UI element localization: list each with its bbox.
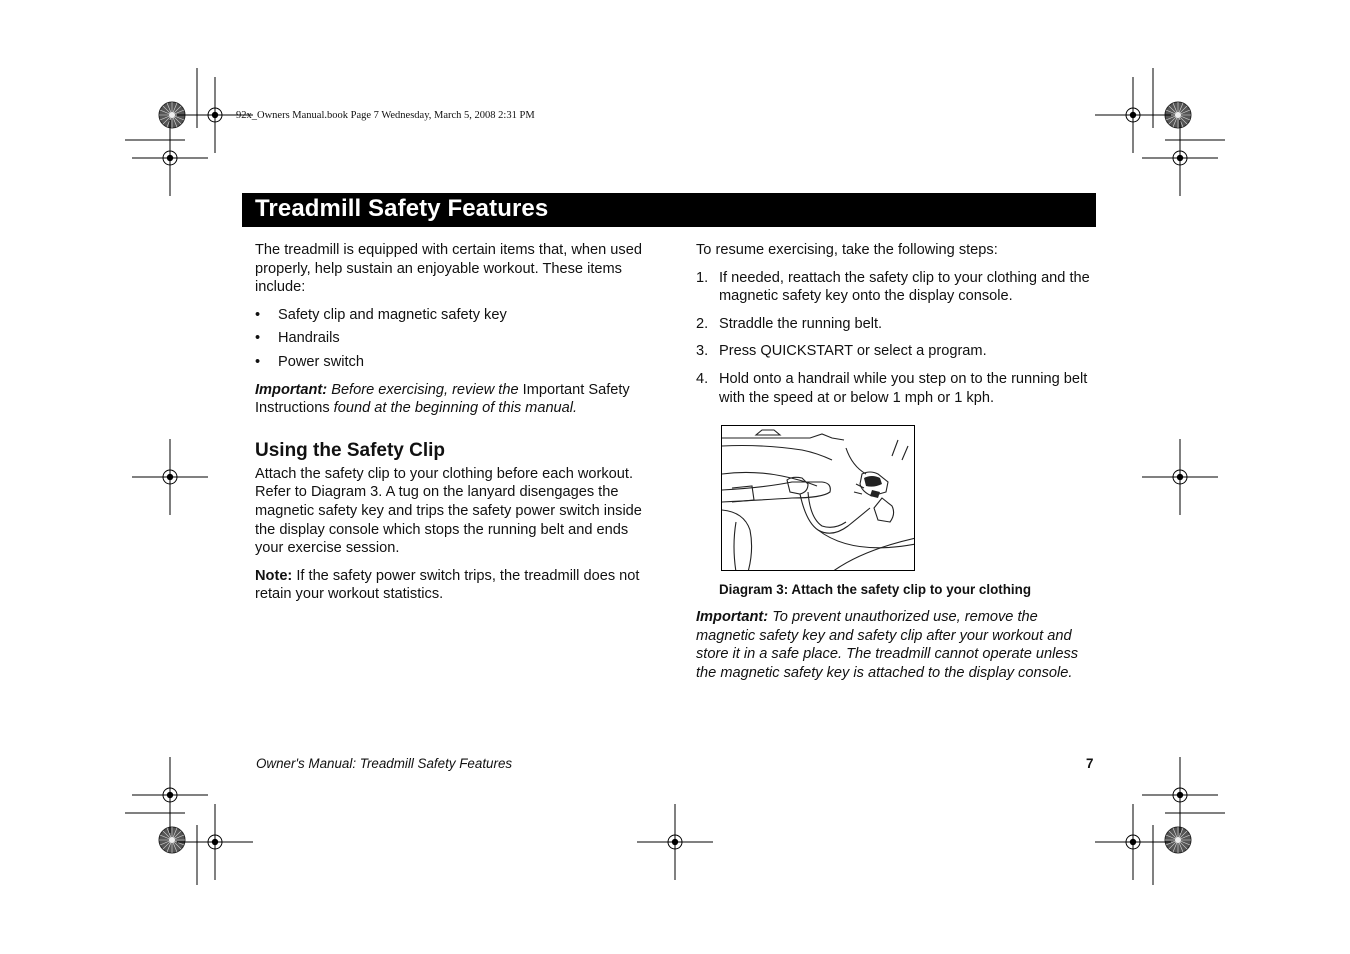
step-text: Press QUICKSTART or select a program.: [719, 343, 987, 360]
step-number: 3.: [696, 343, 709, 360]
important-text-c: found at the beginning of this manual.: [329, 400, 578, 417]
bullet-marker: •: [255, 330, 261, 347]
list-item: [255, 306, 655, 325]
features-list: [255, 306, 655, 372]
title-bar: [242, 193, 1096, 227]
safety-clip-paragraph: Attach the safety clip to your clothing before each workout. Refer to Diagram 3. A tug on the lanyard disengages the magnetic safety key and trips the safety power switch inside the display console which stops the running belt and ends your exercise session.: [255, 465, 642, 557]
list-item-text: Power switch: [278, 353, 364, 370]
step-number: 4.: [696, 370, 709, 387]
step-item: [696, 370, 1096, 407]
step-item: [696, 315, 1096, 334]
list-item: [255, 353, 655, 372]
important-label: Important:: [696, 609, 769, 625]
footer-title: Owner's Manual: Treadmill Safety Features: [256, 756, 513, 771]
left-column: [255, 241, 655, 604]
steps-intro: To resume exercising, take the following steps:: [696, 242, 998, 258]
list-item-text: Handrails: [278, 330, 340, 347]
page-title: Treadmill Safety Features: [255, 195, 549, 222]
important-warning: [696, 608, 1098, 682]
step-text: Hold onto a handrail while you step on to the running belt with the speed at or below 1 mph or 1 kph.: [719, 370, 1088, 406]
note-label: Note:: [255, 567, 293, 584]
step-item: [696, 269, 1096, 306]
step-text: If needed, reattach the safety clip to your clothing and the magnetic safety key onto the display console.: [719, 269, 1090, 305]
step-text: Straddle the running belt.: [719, 315, 883, 332]
steps-list: [696, 269, 1096, 408]
right-column: [696, 241, 1096, 419]
step-number: 2.: [696, 315, 709, 332]
bullet-marker: •: [255, 306, 261, 323]
section-heading: Using the Safety Clip: [255, 439, 446, 461]
slug-line: 92x_Owners Manual.book Page 7 Wednesday, March 5, 2008 2:31 PM: [236, 110, 535, 121]
step-item: [696, 342, 1096, 361]
important-text-a: Before exercising, review the: [327, 381, 523, 398]
note-paragraph: [255, 567, 655, 604]
step-number: 1.: [696, 269, 709, 286]
bullet-marker: •: [255, 353, 261, 370]
important-text-b: Important Safety Instructions: [255, 381, 630, 417]
list-item-text: Safety clip and magnetic safety key: [278, 306, 507, 323]
treadmill-console-drawing: [722, 426, 915, 571]
intro-paragraph: The treadmill is equipped with certain items that, when used properly, help sustain an enjoyable workout. These items include:: [255, 242, 642, 296]
diagram-caption: Diagram 3: Attach the safety clip to your clothing: [719, 582, 1031, 597]
list-item: [255, 329, 655, 348]
important-text: To prevent unauthorized use, remove the magnetic safety key and safety clip after your workout and store it in a safe place. The treadmill cannot operate unless the magnetic safety key is attached to the display console.: [696, 609, 1079, 681]
page-number: 7: [1086, 756, 1094, 771]
important-label: Important:: [255, 381, 328, 398]
important-note: [255, 381, 655, 418]
safety-clip-illustration: [721, 425, 915, 571]
note-text: If the safety power switch trips, the treadmill does not retain your workout statistics.: [255, 567, 640, 603]
